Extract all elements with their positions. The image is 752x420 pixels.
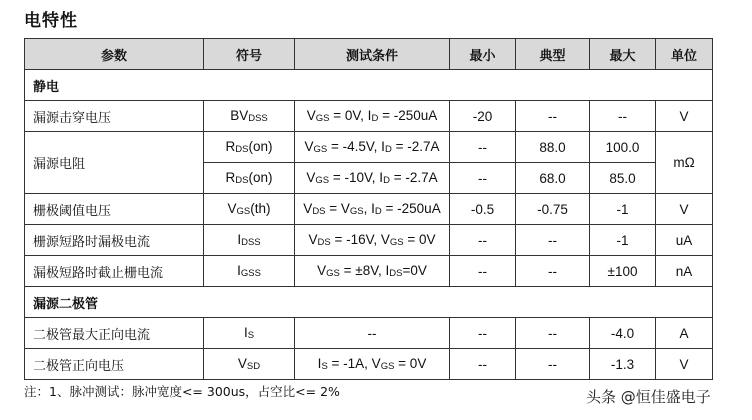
min-cell: -0.5: [450, 194, 516, 225]
min-cell: --: [450, 349, 516, 380]
min-cell: -20: [450, 101, 516, 132]
min-cell: --: [450, 318, 516, 349]
param-name: 栅极阈值电压: [25, 194, 204, 225]
param-name: 漏极短路时截止栅电流: [25, 256, 204, 287]
unit-cell: A: [656, 318, 713, 349]
table-row: [25, 349, 713, 380]
condition-cell: VGS = -10V, ID = -2.7A: [295, 163, 450, 194]
unit-cell: nA: [656, 256, 713, 287]
typ-cell: --: [516, 318, 590, 349]
symbol-cell: VGS(th): [204, 194, 295, 225]
header-max: 最大: [590, 39, 656, 70]
symbol-cell: BVDSS: [204, 101, 295, 132]
unit-cell: mΩ: [656, 132, 713, 194]
table-header-row: [25, 39, 713, 70]
min-cell: --: [450, 163, 516, 194]
unit-cell: V: [656, 101, 713, 132]
watermark: 头条 @恒佳盛电子: [586, 388, 711, 406]
symbol-cell: IS: [204, 318, 295, 349]
param-name: 二极管最大正向电流: [25, 318, 204, 349]
max-cell: -1: [590, 225, 656, 256]
min-cell: --: [450, 132, 516, 163]
typ-cell: --: [516, 349, 590, 380]
min-cell: --: [450, 256, 516, 287]
min-cell: --: [450, 225, 516, 256]
symbol-cell: VSD: [204, 349, 295, 380]
condition-cell: VGS = ±8V, IDS=0V: [295, 256, 450, 287]
header-min: 最小: [450, 39, 516, 70]
header-condition: 测试条件: [295, 39, 450, 70]
max-cell: -1: [590, 194, 656, 225]
unit-cell: V: [656, 349, 713, 380]
condition-cell: VGS = -4.5V, ID = -2.7A: [295, 132, 450, 163]
header-symbol: 符号: [204, 39, 295, 70]
section-static: 静电: [25, 70, 713, 101]
header-param: 参数: [25, 39, 204, 70]
max-cell: 85.0: [590, 163, 656, 194]
condition-cell: VDS = -16V, VGS = 0V: [295, 225, 450, 256]
unit-cell: uA: [656, 225, 713, 256]
condition-cell: --: [295, 318, 450, 349]
condition-cell: VDS = VGS, ID = -250uA: [295, 194, 450, 225]
page-title: 电特性: [24, 11, 78, 31]
table-row: [25, 101, 713, 132]
section-diode: 漏源二极管: [25, 287, 713, 318]
section-row-diode: [25, 287, 713, 318]
header-unit: 单位: [656, 39, 713, 70]
condition-cell: VGS = 0V, ID = -250uA: [295, 101, 450, 132]
typ-cell: -0.75: [516, 194, 590, 225]
max-cell: ±100: [590, 256, 656, 287]
table-row: [25, 318, 713, 349]
param-name: 栅源短路时漏极电流: [25, 225, 204, 256]
footnote: 注：1、脉冲测试：脉冲宽度<= 300us，占空比<= 2%: [24, 384, 340, 399]
typ-cell: --: [516, 101, 590, 132]
symbol-cell: IGSS: [204, 256, 295, 287]
unit-cell: V: [656, 194, 713, 225]
max-cell: 100.0: [590, 132, 656, 163]
condition-cell: IS = -1A, VGS = 0V: [295, 349, 450, 380]
header-typ: 典型: [516, 39, 590, 70]
electrical-characteristics-table: [24, 38, 713, 380]
param-name: 漏源电阻: [25, 132, 204, 194]
param-name: 漏源击穿电压: [25, 101, 204, 132]
table-row: [25, 132, 713, 163]
symbol-cell: RDS(on): [204, 132, 295, 163]
symbol-cell: RDS(on): [204, 163, 295, 194]
typ-cell: --: [516, 256, 590, 287]
max-cell: --: [590, 101, 656, 132]
max-cell: -1.3: [590, 349, 656, 380]
table-row: [25, 194, 713, 225]
typ-cell: 68.0: [516, 163, 590, 194]
section-row-static: [25, 70, 713, 101]
table-row: [25, 225, 713, 256]
max-cell: -4.0: [590, 318, 656, 349]
typ-cell: 88.0: [516, 132, 590, 163]
table-row: [25, 256, 713, 287]
symbol-cell: IDSS: [204, 225, 295, 256]
param-name: 二极管正向电压: [25, 349, 204, 380]
typ-cell: --: [516, 225, 590, 256]
